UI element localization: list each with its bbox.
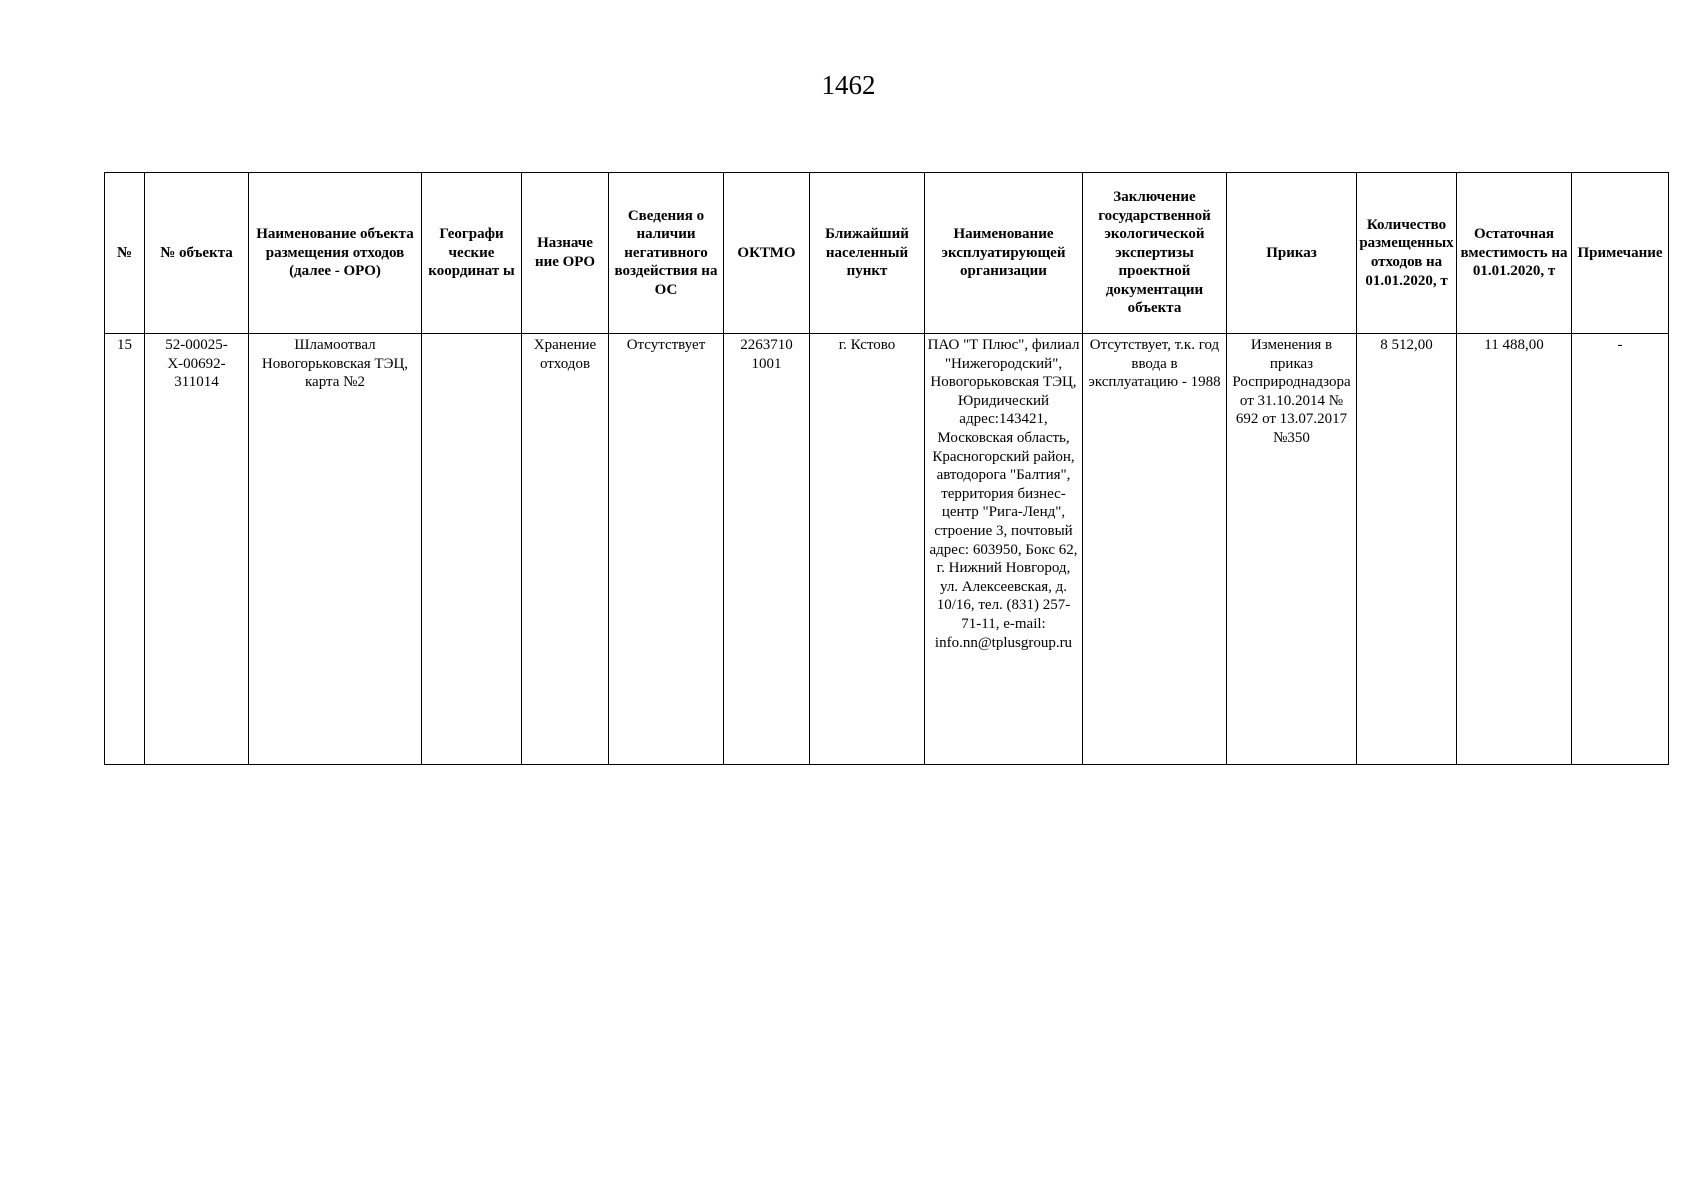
cell-negative-impact: Отсутствует bbox=[609, 334, 724, 765]
cell-note: - bbox=[1572, 334, 1669, 765]
cell-number: 15 bbox=[105, 334, 145, 765]
header-cell-remaining-capacity: Остаточная вместимость на 01.01.2020, т bbox=[1457, 173, 1572, 334]
cell-purpose: Хранение отходов bbox=[522, 334, 609, 765]
cell-remaining-capacity: 11 488,00 bbox=[1457, 334, 1572, 765]
cell-coordinates bbox=[422, 334, 522, 765]
cell-operator: ПАО "Т Плюс", филиал "Нижегородский", Новогорьковская ТЭЦ, Юридический адрес:143421, Московская область, Красногорский район, автодорога "Балтия", территория бизнес-центр "Рига-Ленд", строение 3, почтовый адрес: 603950, Бокс 62, г. Нижний Новгород, ул. Алексеевская, д. 10/16, тел. (831) 257-71-11, e-mail: info.nn@tplusgroup.ru bbox=[925, 334, 1083, 765]
cell-waste-amount: 8 512,00 bbox=[1357, 334, 1457, 765]
header-cell-negative-impact: Сведения о наличии негативного воздействия на ОС bbox=[609, 173, 724, 334]
cell-object-number: 52-00025- Х-00692- 311014 bbox=[145, 334, 249, 765]
header-cell-object-number: № объекта bbox=[145, 173, 249, 334]
header-cell-note: Примечание bbox=[1572, 173, 1669, 334]
cell-expertise: Отсутствует, т.к. год ввода в эксплуатацию - 1988 bbox=[1083, 334, 1227, 765]
header-cell-oktmo: ОКТМО bbox=[724, 173, 810, 334]
header-cell-waste-amount: Количество размещенных отходов на 01.01.2020, т bbox=[1357, 173, 1457, 334]
waste-facility-table bbox=[104, 172, 1669, 765]
page-number: 1462 bbox=[821, 70, 876, 100]
table-header-row bbox=[105, 173, 1669, 334]
cell-oktmo: 2263710 1001 bbox=[724, 334, 810, 765]
header-cell-purpose: Назначе ние ОРО bbox=[522, 173, 609, 334]
header-cell-order: Приказ bbox=[1227, 173, 1357, 334]
cell-object-name: Шламоотвал Новогорьковская ТЭЦ, карта №2 bbox=[249, 334, 422, 765]
header-cell-number: № bbox=[105, 173, 145, 334]
header-cell-coordinates: Географи ческие координат ы bbox=[422, 173, 522, 334]
header-cell-object-name: Наименование объекта размещения отходов (далее - ОРО) bbox=[249, 173, 422, 334]
cell-nearest-settlement: г. Кстово bbox=[810, 334, 925, 765]
header-cell-expertise: Заключение государственной экологической экспертизы проектной документации объекта bbox=[1083, 173, 1227, 334]
header-cell-operator: Наименование эксплуатирующей организации bbox=[925, 173, 1083, 334]
header-cell-nearest-settlement: Ближайший населенный пункт bbox=[810, 173, 925, 334]
table-row bbox=[105, 334, 1669, 765]
cell-order: Изменения в приказ Росприроднадзора от 31.10.2014 № 692 от 13.07.2017 №350 bbox=[1227, 334, 1357, 765]
